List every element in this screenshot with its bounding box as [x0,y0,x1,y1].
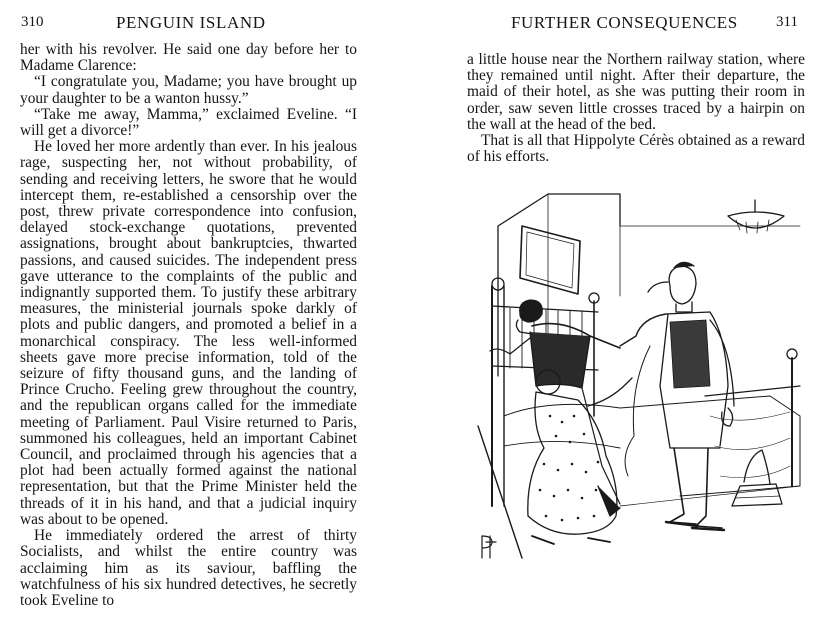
paragraph: “I congratulate you, Madame; you have brought up your daughter to be a wanton hussy.” [20,73,357,107]
basket [732,450,782,506]
broom [478,426,522,558]
paragraph: “Take me away, Mamma,” exclaimed Eveline. “I will get a divorce!” [20,105,357,140]
left-page-body [20,42,357,609]
paragraph: He immediately ordered the arrest of thirty Socialists, and whilst the entire country was acclaiming him as its saviour, baffling the watchfulness of his six hundred detectives, he secretly took Eveline to [20,527,357,609]
paragraph: He loved her more ardently than ever. In his jealous rage, suspecting her, not without probability, of sending and receiving letters, he swore that he would intercept them, re-established a censorship over the post, threw private correspondence into confusion, delayed stock-exchange quotations, prevented assignations, brought about bankruptcies, thwarted passions, and caused suicides. The independent press gave utterance to the complaints of the public and indignantly supported them. To justify these arbitrary measures, the ministerial journals spoke darkly of plots and public dangers, and promoted a belief in a monarchical conspiracy. The less well-informed sheets gave more precise information, told of the seizure of fifty thousand guns, and the landing of Prince Crucho. Feeling grew throughout the country, and the republican organs called for the immediate meeting of Parliament. Paul Visire returned to Paris, summoned his colleagues, held an important Cabinet Council, and proclaimed through his agencies that a plot had been actually formed against the national representation, but that the Prime Minister held the threads of it in his hand, and that a judicial inquiry was about to be opened. [20,138,357,528]
man-figure [620,262,734,530]
paragraph: a little house near the Northern railway station, where they remained until night. After their departure, the maid of their hotel, as she was putting their room in order, saw seven little crosses traced by a hairpin on the wall at the head of the bed. [467,51,805,133]
bedroom-illustration [470,186,810,566]
left-page-number: 310 [21,14,44,30]
right-page-number: 311 [776,14,798,30]
maid-figure [490,300,620,516]
right-page-body [467,52,805,165]
right-running-head: FURTHER CONSEQUENCES [511,13,738,32]
artist-monogram [482,536,496,558]
left-running-head: PENGUIN ISLAND [116,13,266,32]
paragraph: her with his revolver. He said one day before her to Madame Clarence: [20,41,357,75]
kneeling-woman-figure [528,370,632,544]
paragraph: That is all that Hippolyte Cérès obtained as a reward of his efforts. [467,132,805,166]
